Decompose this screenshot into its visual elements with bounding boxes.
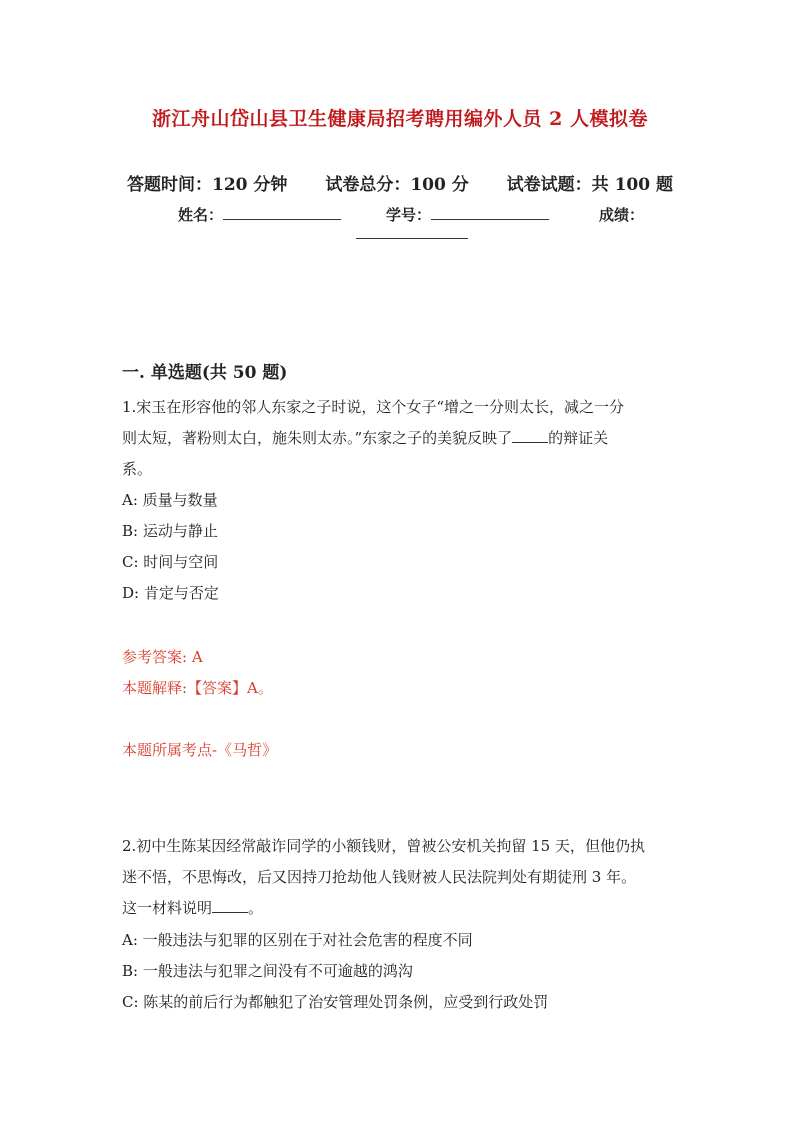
option-b: B: 一般违法与犯罪之间没有不可逾越的鸿沟 <box>122 962 413 980</box>
option-c: C: 时间与空间 <box>122 553 219 571</box>
question-1-stem <box>122 392 624 485</box>
question-1-options <box>122 485 219 609</box>
option-d: D: 肯定与否定 <box>122 584 219 602</box>
score-field <box>599 204 644 225</box>
question-2-line1: 2.初中生陈某因经常敲诈同学的小额钱财，曾被公安机关拘留 15 天，但他仍执 <box>122 837 645 855</box>
option-a: A: 一般违法与犯罪的区别在于对社会危害的程度不同 <box>122 931 473 949</box>
answer-blank <box>212 898 248 913</box>
question-1-line1: 1.宋玉在形容他的邻人东家之子时说，这个女子“增之一分则太长，减之一分 <box>122 398 624 416</box>
answer-blank <box>512 428 548 443</box>
score-blank <box>356 222 468 239</box>
question-2-options <box>122 925 548 1018</box>
question-1-line3: 系。 <box>122 460 153 478</box>
section-title: 一. 单选题(共 50 题) <box>122 363 288 383</box>
question-1-topic: 本题所属考点-《马哲》 <box>122 741 278 759</box>
question-2-stem <box>122 831 645 924</box>
question-1-explanation: 本题解释:【答案】A。 <box>122 679 273 697</box>
question-2-line3: 这一材料说明 。 <box>122 899 264 917</box>
score-label: 成绩： <box>599 206 645 224</box>
exam-total-score: 试卷总分：100 分 <box>325 175 469 195</box>
question-2-line2: 迷不悟，不思悔改，后又因持刀抢劫他人钱财被人民法院判处有期徒刑 3 年。 <box>122 868 637 886</box>
option-a: A: 质量与数量 <box>122 491 218 509</box>
exam-question-count: 试卷试题：共 100 题 <box>506 175 673 195</box>
name-blank <box>223 205 341 220</box>
option-b: B: 运动与静止 <box>122 522 218 540</box>
exam-time: 答题时间：120 分钟 <box>127 175 288 195</box>
id-blank <box>431 205 549 220</box>
exam-meta <box>0 170 800 195</box>
question-1-answer: 参考答案: A <box>122 648 203 666</box>
question-1-line2: 则太短，著粉则太白，施朱则太赤。”东家之子的美貌反映了 的辩证关 <box>122 429 609 447</box>
option-c: C: 陈某的前后行为都触犯了治安管理处罚条例，应受到行政处罚 <box>122 993 549 1011</box>
exam-title: 浙江舟山岱山县卫生健康局招考聘用编外人员 2 人模拟卷 <box>152 108 648 130</box>
id-label: 学号： <box>386 206 432 224</box>
name-field <box>178 204 341 225</box>
name-label: 姓名： <box>178 206 224 224</box>
